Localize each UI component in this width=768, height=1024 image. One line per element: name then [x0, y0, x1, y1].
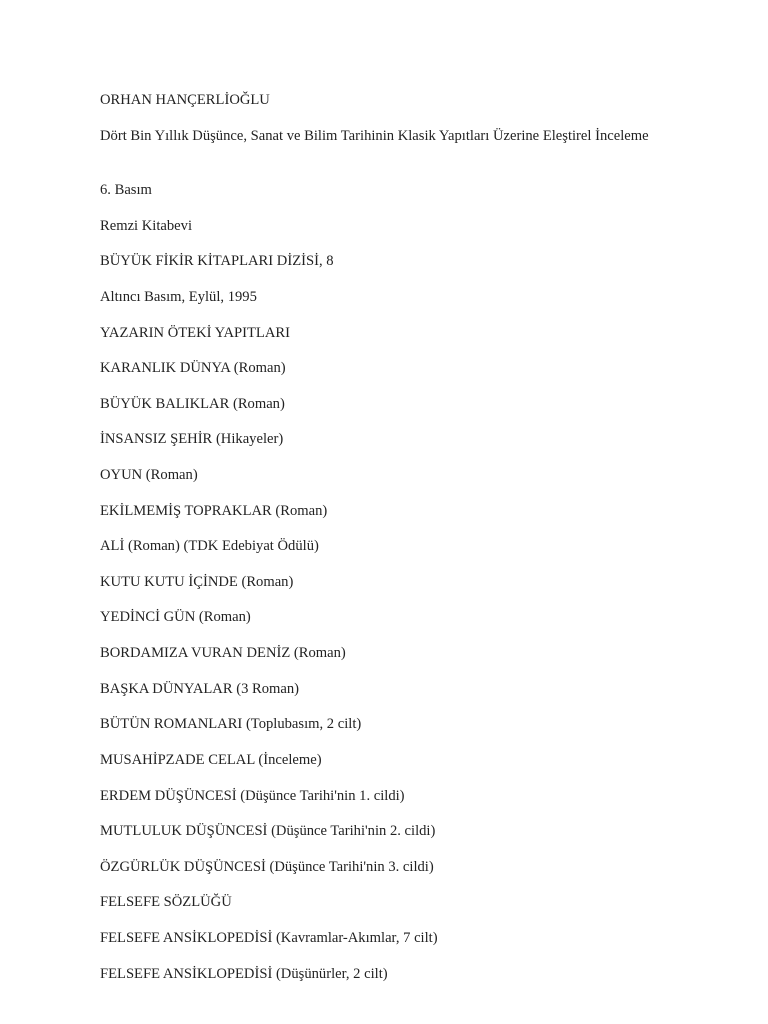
work-item: BÜYÜK BALIKLAR (Roman) [100, 396, 285, 412]
work-item: KUTU KUTU İÇİNDE (Roman) [100, 574, 294, 590]
work-item: ÖZGÜRLÜK DÜŞÜNCESİ (Düşünce Tarihi'nin 3. cildi) [100, 859, 434, 875]
work-item: OYUN (Roman) [100, 467, 198, 483]
edition-number: 6. Basım [100, 182, 152, 198]
work-item: YEDİNCİ GÜN (Roman) [100, 609, 251, 625]
work-item: MUSAHİPZADE CELAL (İnceleme) [100, 752, 322, 768]
work-item: ERDEM DÜŞÜNCESİ (Düşünce Tarihi'nin 1. cildi) [100, 788, 405, 804]
other-works-heading: YAZARIN ÖTEKİ YAPITLARI [100, 325, 290, 341]
work-item: FELSEFE ANSİKLOPEDİSİ (Kavramlar-Akımlar, 7 cilt) [100, 930, 438, 946]
work-item: BORDAMIZA VURAN DENİZ (Roman) [100, 645, 346, 661]
series-name: BÜYÜK FİKİR KİTAPLARI DİZİSİ, 8 [100, 253, 334, 269]
work-item: ALİ (Roman) (TDK Edebiyat Ödülü) [100, 538, 319, 554]
work-item: FELSEFE SÖZLÜĞÜ [100, 894, 232, 910]
work-item: İNSANSIZ ŞEHİR (Hikayeler) [100, 431, 284, 447]
work-item: BÜTÜN ROMANLARI (Toplubasım, 2 cilt) [100, 716, 362, 732]
edition-date: Altıncı Basım, Eylül, 1995 [100, 289, 257, 305]
work-item: KARANLIK DÜNYA (Roman) [100, 360, 286, 376]
work-item: EKİLMEMİŞ TOPRAKLAR (Roman) [100, 503, 328, 519]
work-item: BAŞKA DÜNYALAR (3 Roman) [100, 681, 300, 697]
book-subtitle: Dört Bin Yıllık Düşünce, Sanat ve Bilim Tarihinin Klasik Yapıtları Üzerine Eleştirel İnceleme [100, 128, 649, 144]
work-item: MUTLULUK DÜŞÜNCESİ (Düşünce Tarihi'nin 2. cildi) [100, 823, 436, 839]
publisher-name: Remzi Kitabevi [100, 218, 192, 234]
work-item: FELSEFE ANSİKLOPEDİSİ (Düşünürler, 2 cilt) [100, 966, 388, 982]
author-name: ORHAN HANÇERLİOĞLU [100, 92, 270, 108]
